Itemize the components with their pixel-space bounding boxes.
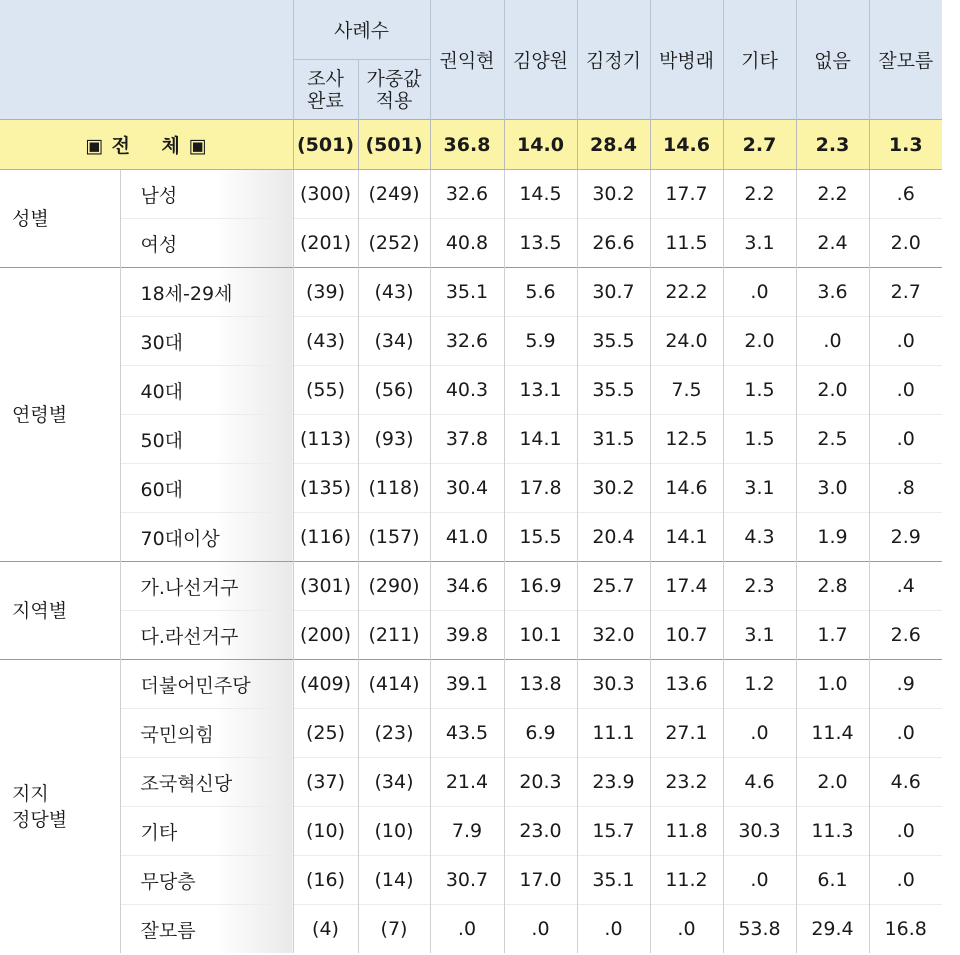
row-value: 34.6 <box>430 562 504 611</box>
row-n-weighted: (118) <box>358 464 430 513</box>
row-value: 2.5 <box>796 415 869 464</box>
table-row <box>0 366 942 415</box>
group-label-text: 연령별 <box>12 403 68 426</box>
table-row <box>0 513 942 562</box>
row-n-weighted: (34) <box>358 317 430 366</box>
row-value: 1.0 <box>796 660 869 709</box>
row-n-complete: (409) <box>293 660 358 709</box>
row-label: 남성 <box>120 170 293 219</box>
row-value: .0 <box>650 905 723 954</box>
row-n-weighted: (249) <box>358 170 430 219</box>
group-label <box>0 170 120 268</box>
row-value: 14.1 <box>504 415 577 464</box>
header-candidate: 김정기 <box>577 0 650 120</box>
row-value: 7.5 <box>650 366 723 415</box>
group-label-text: 지지 정당별 <box>12 782 68 831</box>
row-value: 3.0 <box>796 464 869 513</box>
table-row <box>0 660 942 709</box>
row-value: 2.0 <box>796 758 869 807</box>
row-value: 14.5 <box>504 170 577 219</box>
total-value: 14.6 <box>650 120 723 170</box>
row-value: 23.0 <box>504 807 577 856</box>
table-row <box>0 415 942 464</box>
row-value: 3.1 <box>723 464 796 513</box>
row-value: 17.7 <box>650 170 723 219</box>
total-n-complete: (501) <box>293 120 358 170</box>
row-value: 30.7 <box>577 268 650 317</box>
row-value: 31.5 <box>577 415 650 464</box>
row-value: 1.7 <box>796 611 869 660</box>
row-value: 41.0 <box>430 513 504 562</box>
row-value: 16.9 <box>504 562 577 611</box>
row-value: 11.1 <box>577 709 650 758</box>
row-label: 기타 <box>120 807 293 856</box>
row-value: 30.2 <box>577 170 650 219</box>
row-value: .0 <box>869 366 942 415</box>
row-value: 23.2 <box>650 758 723 807</box>
row-n-complete: (113) <box>293 415 358 464</box>
row-value: 32.6 <box>430 317 504 366</box>
row-label: 다.라선거구 <box>120 611 293 660</box>
row-value: 15.7 <box>577 807 650 856</box>
row-n-complete: (200) <box>293 611 358 660</box>
header-sample-count: 사례수 <box>293 0 430 60</box>
table-row <box>0 709 942 758</box>
header-candidate: 박병래 <box>650 0 723 120</box>
row-value: .8 <box>869 464 942 513</box>
row-n-complete: (39) <box>293 268 358 317</box>
row-value: 4.6 <box>869 758 942 807</box>
row-value: 25.7 <box>577 562 650 611</box>
row-value: 1.5 <box>723 415 796 464</box>
group-label <box>0 268 120 562</box>
row-n-complete: (10) <box>293 807 358 856</box>
row-value: 14.6 <box>650 464 723 513</box>
row-value: 16.8 <box>869 905 942 954</box>
row-value: 5.6 <box>504 268 577 317</box>
row-n-complete: (55) <box>293 366 358 415</box>
row-value: 53.8 <box>723 905 796 954</box>
row-value: .0 <box>869 317 942 366</box>
total-value: 2.7 <box>723 120 796 170</box>
table-row <box>0 317 942 366</box>
row-value: 32.0 <box>577 611 650 660</box>
row-value: 15.5 <box>504 513 577 562</box>
row-value: 11.4 <box>796 709 869 758</box>
row-value: 22.2 <box>650 268 723 317</box>
group-label-text: 지역별 <box>12 599 68 622</box>
row-value: 2.2 <box>723 170 796 219</box>
row-value: 35.5 <box>577 366 650 415</box>
header-other: 기타 <box>723 0 796 120</box>
row-n-weighted: (14) <box>358 856 430 905</box>
total-value: 1.3 <box>869 120 942 170</box>
row-value: 29.4 <box>796 905 869 954</box>
row-label: 무당층 <box>120 856 293 905</box>
row-value: 2.7 <box>869 268 942 317</box>
row-label: 국민의힘 <box>120 709 293 758</box>
row-value: .4 <box>869 562 942 611</box>
row-value: 30.3 <box>577 660 650 709</box>
row-n-complete: (116) <box>293 513 358 562</box>
row-n-complete: (301) <box>293 562 358 611</box>
row-value: 2.0 <box>723 317 796 366</box>
table-row <box>0 219 942 268</box>
row-value: 24.0 <box>650 317 723 366</box>
row-value: .0 <box>723 268 796 317</box>
row-value: 3.1 <box>723 611 796 660</box>
total-n-weighted: (501) <box>358 120 430 170</box>
row-value: 32.6 <box>430 170 504 219</box>
total-value: 28.4 <box>577 120 650 170</box>
row-value: 12.5 <box>650 415 723 464</box>
row-value: 21.4 <box>430 758 504 807</box>
row-value: 14.1 <box>650 513 723 562</box>
header-survey-complete: 조사 완료 <box>293 60 358 120</box>
row-value: 1.5 <box>723 366 796 415</box>
row-n-complete: (300) <box>293 170 358 219</box>
row-value: 2.3 <box>723 562 796 611</box>
row-value: .0 <box>504 905 577 954</box>
table-row <box>0 268 942 317</box>
group-label <box>0 660 120 954</box>
row-value: 13.6 <box>650 660 723 709</box>
row-n-complete: (37) <box>293 758 358 807</box>
row-n-weighted: (252) <box>358 219 430 268</box>
row-value: 30.3 <box>723 807 796 856</box>
row-value: 6.1 <box>796 856 869 905</box>
row-value: 30.4 <box>430 464 504 513</box>
row-label: 30대 <box>120 317 293 366</box>
row-value: 6.9 <box>504 709 577 758</box>
row-value: 11.2 <box>650 856 723 905</box>
table-row <box>0 758 942 807</box>
row-label: 18세-29세 <box>120 268 293 317</box>
row-n-weighted: (34) <box>358 758 430 807</box>
row-value: 1.9 <box>796 513 869 562</box>
row-value: 10.7 <box>650 611 723 660</box>
row-value: .6 <box>869 170 942 219</box>
row-n-complete: (4) <box>293 905 358 954</box>
row-value: 4.6 <box>723 758 796 807</box>
row-label: 가.나선거구 <box>120 562 293 611</box>
header-corner <box>0 0 293 120</box>
row-value: 13.1 <box>504 366 577 415</box>
row-value: 20.4 <box>577 513 650 562</box>
row-value: 13.8 <box>504 660 577 709</box>
row-value: 27.1 <box>650 709 723 758</box>
header-none: 없음 <box>796 0 869 120</box>
header-candidate: 김양원 <box>504 0 577 120</box>
row-value: 11.8 <box>650 807 723 856</box>
total-label: ▣ 전 체 ▣ <box>0 120 293 170</box>
row-value: 37.8 <box>430 415 504 464</box>
row-value: 3.1 <box>723 219 796 268</box>
group-label <box>0 562 120 660</box>
row-n-weighted: (211) <box>358 611 430 660</box>
table-row <box>0 562 942 611</box>
header-candidate: 권익현 <box>430 0 504 120</box>
row-label: 잘모름 <box>120 905 293 954</box>
row-value: 30.2 <box>577 464 650 513</box>
table-row <box>0 464 942 513</box>
row-value: 39.1 <box>430 660 504 709</box>
row-value: .0 <box>869 856 942 905</box>
row-n-weighted: (93) <box>358 415 430 464</box>
row-value: 10.1 <box>504 611 577 660</box>
row-n-weighted: (43) <box>358 268 430 317</box>
row-value: 35.5 <box>577 317 650 366</box>
table-row <box>0 905 942 954</box>
row-value: 2.9 <box>869 513 942 562</box>
row-value: 7.9 <box>430 807 504 856</box>
row-value: 20.3 <box>504 758 577 807</box>
header-dont-know: 잘모름 <box>869 0 942 120</box>
row-value: .0 <box>869 415 942 464</box>
row-value: 17.4 <box>650 562 723 611</box>
row-value: .0 <box>430 905 504 954</box>
row-n-complete: (25) <box>293 709 358 758</box>
row-n-weighted: (10) <box>358 807 430 856</box>
total-value: 14.0 <box>504 120 577 170</box>
row-n-complete: (135) <box>293 464 358 513</box>
row-value: 2.0 <box>796 366 869 415</box>
row-value: 35.1 <box>430 268 504 317</box>
row-value: 17.8 <box>504 464 577 513</box>
row-value: 17.0 <box>504 856 577 905</box>
row-value: 2.0 <box>869 219 942 268</box>
table-row <box>0 611 942 660</box>
row-value: .0 <box>723 709 796 758</box>
row-value: 40.3 <box>430 366 504 415</box>
row-value: .0 <box>869 709 942 758</box>
total-row <box>0 120 942 170</box>
row-value: 39.8 <box>430 611 504 660</box>
row-label: 70대이상 <box>120 513 293 562</box>
row-label: 60대 <box>120 464 293 513</box>
group-label-text: 성별 <box>12 207 49 230</box>
row-value: 2.2 <box>796 170 869 219</box>
row-n-weighted: (56) <box>358 366 430 415</box>
total-value: 2.3 <box>796 120 869 170</box>
row-n-weighted: (414) <box>358 660 430 709</box>
row-value: 1.2 <box>723 660 796 709</box>
row-value: 23.9 <box>577 758 650 807</box>
row-value: 11.3 <box>796 807 869 856</box>
row-value: 11.5 <box>650 219 723 268</box>
row-value: 35.1 <box>577 856 650 905</box>
row-label: 더불어민주당 <box>120 660 293 709</box>
row-value: 2.8 <box>796 562 869 611</box>
table-row <box>0 170 942 219</box>
row-n-weighted: (157) <box>358 513 430 562</box>
row-value: .9 <box>869 660 942 709</box>
header-weighted: 가중값 적용 <box>358 60 430 120</box>
row-value: 13.5 <box>504 219 577 268</box>
row-value: .0 <box>869 807 942 856</box>
row-label: 조국혁신당 <box>120 758 293 807</box>
row-n-complete: (201) <box>293 219 358 268</box>
row-label: 여성 <box>120 219 293 268</box>
row-value: 40.8 <box>430 219 504 268</box>
row-value: .0 <box>577 905 650 954</box>
row-value: 5.9 <box>504 317 577 366</box>
table-header <box>0 0 942 120</box>
row-value: 30.7 <box>430 856 504 905</box>
row-value: .0 <box>723 856 796 905</box>
total-value: 36.8 <box>430 120 504 170</box>
row-n-weighted: (23) <box>358 709 430 758</box>
table-row <box>0 807 942 856</box>
row-n-complete: (16) <box>293 856 358 905</box>
row-value: 4.3 <box>723 513 796 562</box>
table-row <box>0 856 942 905</box>
row-n-weighted: (7) <box>358 905 430 954</box>
row-value: 26.6 <box>577 219 650 268</box>
row-n-weighted: (290) <box>358 562 430 611</box>
row-value: .0 <box>796 317 869 366</box>
row-label: 50대 <box>120 415 293 464</box>
row-label: 40대 <box>120 366 293 415</box>
row-value: 2.6 <box>869 611 942 660</box>
row-value: 43.5 <box>430 709 504 758</box>
row-value: 3.6 <box>796 268 869 317</box>
row-value: 2.4 <box>796 219 869 268</box>
row-n-complete: (43) <box>293 317 358 366</box>
